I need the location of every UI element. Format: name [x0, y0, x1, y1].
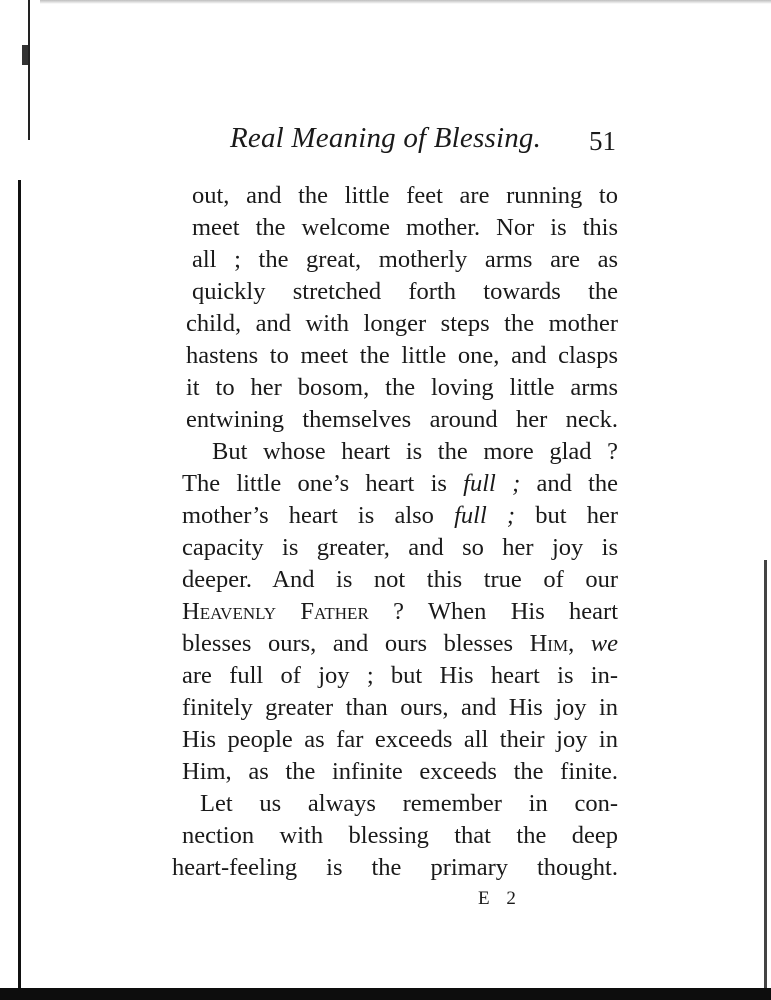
scan-left-edge-blot	[22, 45, 28, 65]
text-segment: blesses ours, and ours blesses	[182, 630, 514, 657]
scan-right-edge-shadow	[764, 560, 767, 990]
emphasis-full: full ;	[463, 470, 521, 497]
text-line: it to her bosom, the loving little arms	[186, 374, 618, 401]
text-line: are full of joy ; but His heart is in-	[182, 662, 618, 689]
small-caps-heavenly-father: Heavenly Father	[182, 598, 369, 625]
text-line: child, and with longer steps the mother	[186, 310, 618, 337]
text-segment: but her	[535, 502, 619, 529]
text-line	[172, 500, 618, 532]
emphasis-full: full ;	[454, 502, 516, 529]
text-line: Him, as the infinite exceeds the finite.	[182, 758, 618, 785]
scan-bottom-edge	[0, 988, 771, 1000]
text-line	[172, 596, 618, 628]
scan-left-binding-shadow	[18, 180, 21, 990]
text-line	[172, 468, 618, 500]
signature-mark: E 2	[478, 888, 522, 909]
text-segment: and the	[536, 470, 619, 497]
text-line: all ; the great, motherly arms are as	[192, 246, 618, 273]
text-line: nection with blessing that the deep	[182, 822, 618, 849]
text-segment: ? When His heart	[393, 598, 619, 625]
text-line: hastens to meet the little one, and clasps	[186, 342, 618, 369]
text-line: quickly stretched forth towards the	[192, 278, 618, 305]
emphasis-we: we	[590, 630, 618, 657]
text-line: finitely greater than ours, and His joy in	[182, 694, 618, 721]
text-line: meet the welcome mother. Nor is this	[192, 214, 618, 241]
text-line: Let us always remember in con-	[200, 790, 618, 817]
text-line: capacity is greater, and so her joy is	[182, 534, 618, 561]
text-line	[172, 628, 618, 660]
text-line: heart-feeling is the primary thought.	[172, 854, 618, 881]
body-text	[172, 180, 618, 884]
text-line: out, and the little feet are running to	[192, 182, 618, 209]
text-line: entwining themselves around her neck.	[186, 406, 618, 433]
text-segment: mother’s heart is also	[182, 502, 434, 529]
scan-top-edge	[40, 0, 771, 4]
text-line: His people as far exceeds all their joy in	[182, 726, 618, 753]
text-line: deeper. And is not this true of our	[182, 566, 618, 593]
scan-left-edge-mark	[28, 0, 30, 140]
page-number: 51	[589, 126, 616, 156]
text-line: But whose heart is the more glad ?	[212, 438, 618, 465]
small-caps-him: Him,	[529, 630, 575, 657]
text-segment: The little one’s heart is	[182, 470, 447, 497]
running-title: Real Meaning of Blessing.	[230, 122, 542, 154]
